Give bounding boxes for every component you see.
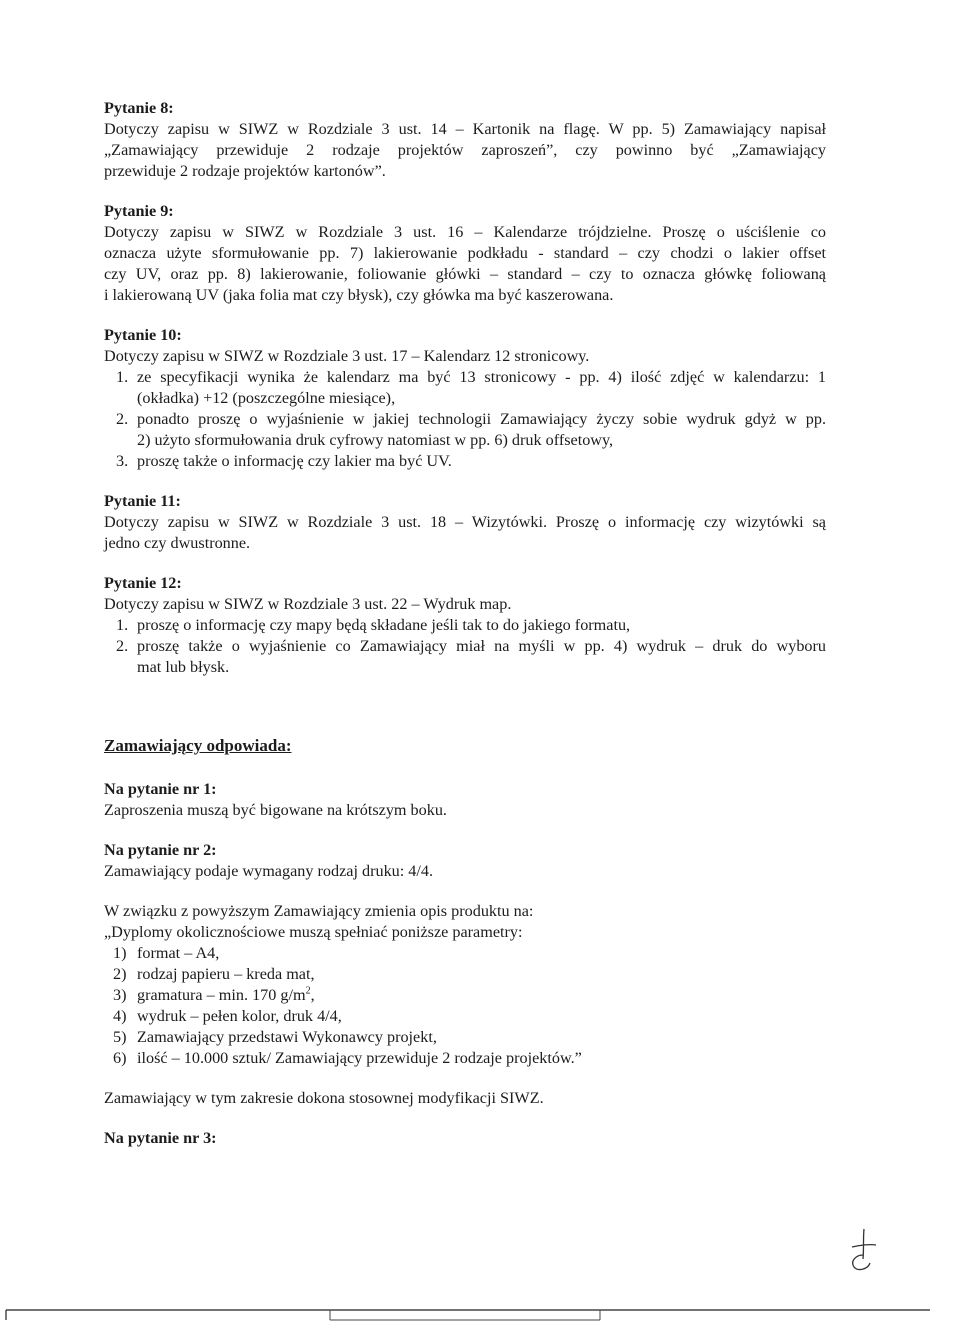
question-11-title: Pytanie 11: bbox=[104, 492, 181, 510]
list-item-suffix: , bbox=[310, 986, 315, 1004]
answer-1 bbox=[104, 779, 826, 821]
question-8-line-3: przewiduje 2 rodzaje projektów kartonów”. bbox=[104, 162, 386, 180]
question-9 bbox=[104, 201, 826, 306]
list-item bbox=[104, 964, 826, 985]
question-11-line-1: Dotyczy zapisu w SIWZ w Rozdziale 3 ust. 18 – Wizytówki. Proszę o informację czy wizytówki są bbox=[104, 513, 826, 531]
list-item-text-wrap bbox=[137, 985, 826, 1006]
list-item bbox=[104, 615, 826, 636]
product-change bbox=[104, 901, 826, 1069]
list-item-number: 4) bbox=[113, 1007, 127, 1025]
list-item-text: gramatura – min. 170 g/m bbox=[137, 986, 306, 1004]
list-item-number: 3) bbox=[113, 986, 127, 1004]
list-item bbox=[104, 985, 826, 1006]
list-item bbox=[104, 451, 826, 472]
answer-1-text: Zaproszenia muszą być bigowane na krótszym boku. bbox=[104, 801, 447, 819]
list-item-number: 1. bbox=[116, 616, 129, 634]
change-intro: W związku z powyższym Zamawiający zmienia opis produktu na: bbox=[104, 902, 534, 920]
answer-1-title: Na pytanie nr 1: bbox=[104, 780, 217, 798]
list-item-text: Zamawiający przedstawi Wykonawcy projekt, bbox=[137, 1028, 437, 1046]
list-item-text: format – A4, bbox=[137, 944, 220, 962]
question-9-line-4: i lakierowaną UV (jaka folia mat czy błysk), czy główka ma być kaszerowana. bbox=[104, 286, 614, 304]
question-8-line-2: „Zamawiający przewiduje 2 rodzaje projektów zaproszeń”, czy powinno być „Zamawiający bbox=[104, 141, 826, 159]
answer-3-title: Na pytanie nr 3: bbox=[104, 1129, 217, 1147]
list-item-text: ilość – 10.000 sztuk/ Zamawiający przewiduje 2 rodzaje projektów.” bbox=[137, 1049, 582, 1067]
question-10-list bbox=[104, 367, 826, 472]
question-11 bbox=[104, 491, 826, 554]
question-9-line-1: Dotyczy zapisu w SIWZ w Rozdziale 3 ust. 16 – Kalendarze trójdzielne. Proszę o uściślenie co bbox=[104, 223, 826, 241]
quote-intro: „Dyplomy okolicznościowe muszą spełniać poniższe parametry: bbox=[104, 923, 523, 941]
superscript: 2 bbox=[305, 985, 311, 997]
answer-2-text: Zamawiający podaje wymagany rodzaj druku: 4/4. bbox=[104, 862, 434, 880]
question-9-line-2: oznacza użyte sformułowanie pp. 7) lakierowanie podkładu - standard – czy chodzi o lakier offset bbox=[104, 244, 826, 262]
question-12-list bbox=[104, 615, 826, 678]
list-item-line: proszę także o informację czy lakier ma być UV. bbox=[137, 452, 452, 470]
parameters-list bbox=[104, 943, 826, 1069]
question-10-intro: Dotyczy zapisu w SIWZ w Rozdziale 3 ust. 17 – Kalendarz 12 stronicowy. bbox=[104, 347, 590, 365]
list-item-number: 1. bbox=[116, 368, 129, 386]
list-item bbox=[104, 1048, 826, 1069]
list-item-line: proszę także o wyjaśnienie co Zamawiający miał na myśli w pp. 4) wydruk – druk do wyboru bbox=[137, 637, 826, 655]
list-item bbox=[104, 1027, 826, 1048]
answer-2-title: Na pytanie nr 2: bbox=[104, 841, 217, 859]
list-item-text: rodzaj papieru – kreda mat, bbox=[137, 965, 315, 983]
question-12-title: Pytanie 12: bbox=[104, 574, 182, 592]
answers-title: Zamawiający odpowiada: bbox=[104, 736, 292, 755]
list-item-number: 6) bbox=[113, 1049, 127, 1067]
closing-text: Zamawiający w tym zakresie dokona stosownej modyfikacji SIWZ. bbox=[104, 1089, 544, 1107]
closing bbox=[104, 1088, 826, 1109]
list-item-line: ponadto proszę o wyjaśnienie w jakiej technologii Zamawiający życzy sobie wydruk gdyż w pp. bbox=[137, 410, 826, 428]
list-item-number: 1) bbox=[113, 944, 127, 962]
question-12-intro: Dotyczy zapisu w SIWZ w Rozdziale 3 ust. 22 – Wydruk map. bbox=[104, 595, 512, 613]
list-item bbox=[104, 636, 826, 678]
list-item-line: proszę o informację czy mapy będą składane jeśli tak to do jakiego formatu, bbox=[137, 616, 631, 634]
list-item bbox=[104, 943, 826, 964]
list-item-number: 2) bbox=[113, 965, 127, 983]
list-item bbox=[104, 367, 826, 409]
list-item-line: (okładka) +12 (poszczególne miesiące), bbox=[137, 389, 396, 407]
list-item-number: 2. bbox=[116, 410, 129, 428]
list-item-line: 2) użyto sformułowania druk cyfrowy natomiast w pp. 6) druk offsetowy, bbox=[137, 431, 614, 449]
list-item-text: wydruk – pełen kolor, druk 4/4, bbox=[137, 1007, 342, 1025]
list-item-number: 3. bbox=[116, 452, 129, 470]
question-9-line-3: czy UV, oraz pp. 8) lakierowanie, foliowanie główki – standard – czy to oznacza główkę foliowaną bbox=[104, 265, 826, 283]
list-item-number: 5) bbox=[113, 1028, 127, 1046]
question-8-title: Pytanie 8: bbox=[104, 99, 174, 117]
answers-section bbox=[104, 735, 826, 757]
list-item-number: 2. bbox=[116, 637, 129, 655]
list-item-line: ze specyfikacji wynika że kalendarz ma być 13 stronicowy - pp. 4) ilość zdjęć w kalendarzu: 1 bbox=[137, 368, 826, 386]
question-8 bbox=[104, 98, 826, 182]
list-item-line: mat lub błysk. bbox=[137, 658, 230, 676]
question-11-line-2: jedno czy dwustronne. bbox=[104, 534, 251, 552]
list-item bbox=[104, 409, 826, 451]
answer-3 bbox=[104, 1128, 826, 1149]
question-12 bbox=[104, 573, 826, 678]
document-page bbox=[104, 98, 826, 1168]
answer-2 bbox=[104, 840, 826, 882]
handwritten-initial-icon bbox=[842, 1225, 882, 1275]
question-10-title: Pytanie 10: bbox=[104, 326, 182, 344]
question-8-line-1: Dotyczy zapisu w SIWZ w Rozdziale 3 ust. 14 – Kartonik na flagę. W pp. 5) Zamawiający napisał bbox=[104, 120, 826, 138]
question-10 bbox=[104, 325, 826, 472]
list-item bbox=[104, 1006, 826, 1027]
question-9-title: Pytanie 9: bbox=[104, 202, 174, 220]
